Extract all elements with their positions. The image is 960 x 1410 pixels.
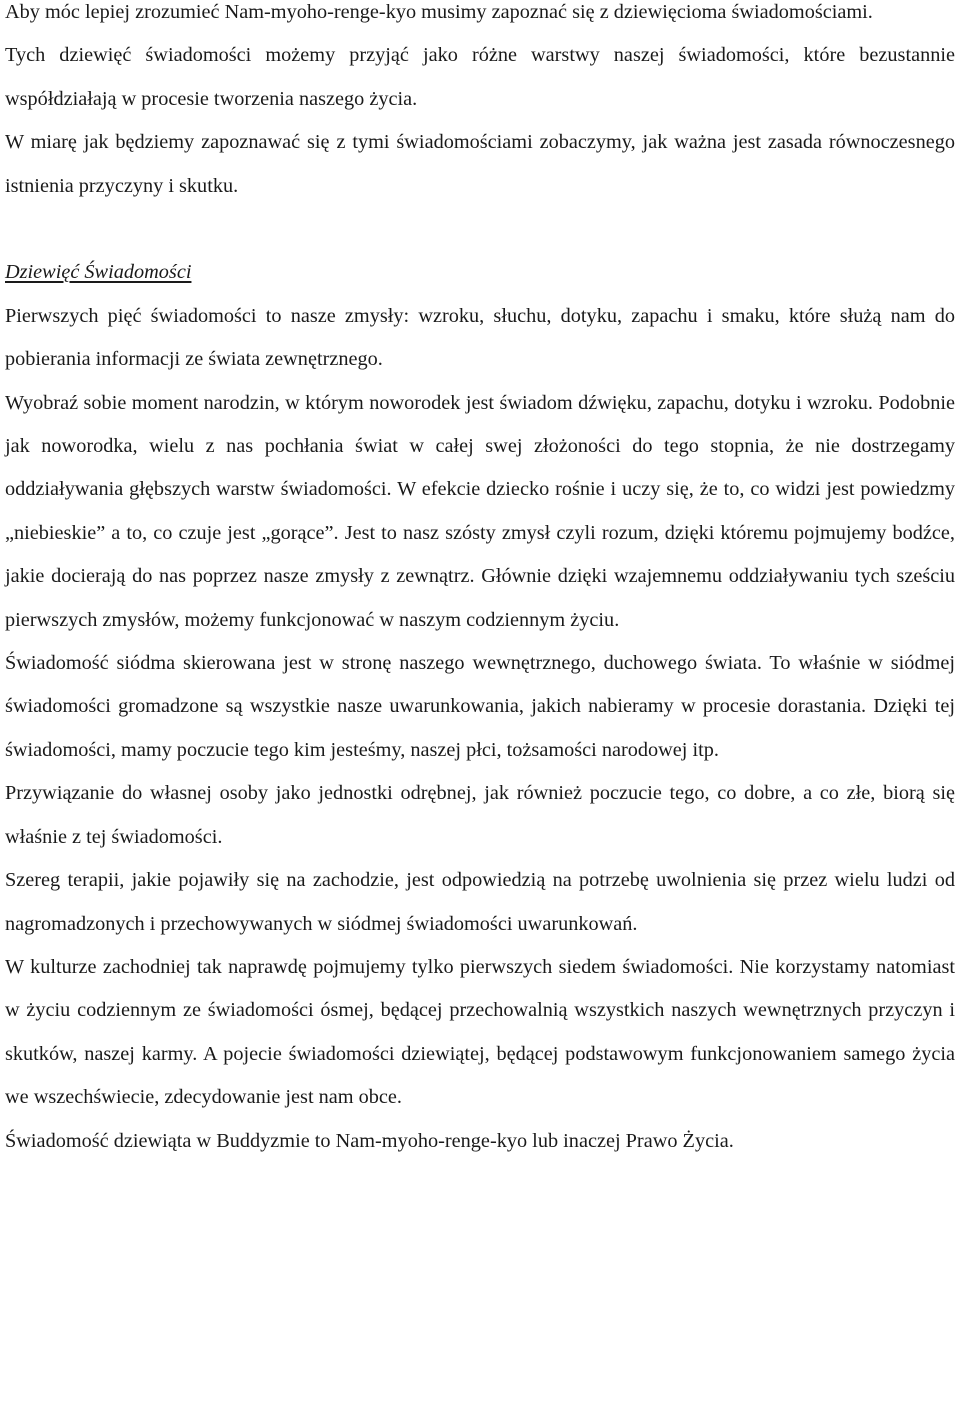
intro-paragraph-1: Aby móc lepiej zrozumieć Nam-myoho-renge-kyo musimy zapoznać się z dziewięcioma świadomościami. bbox=[5, 1, 873, 23]
intro-paragraph-3: W miarę jak będziemy zapoznawać się z tymi świadomościami zobaczymy, jak ważna jest zasada równoczesnego istnienia przyczyny i skutku. bbox=[5, 131, 955, 197]
body-paragraph-western-culture: W kulturze zachodniej tak naprawdę pojmujemy tylko pierwszych siedem świadomości. Nie korzystamy natomiast w życiu codziennym ze świadomości ósmej, będącej przechowalnią wszystkich naszych wewnętrznych przyczyn i skutków, naszej karmy. A pojecie świadomości dziewiątej, będącej podstawowym funkcjonowaniem samego życia we wszechświecie, zdecydowanie jest nam obce. bbox=[5, 955, 955, 1109]
body-paragraph-senses: Pierwszych pięć świadomości to nasze zmysły: wzroku, słuchu, dotyku, zapachu i smaku, które służą nam do pobierania informacji ze świata zewnętrznego. bbox=[5, 304, 955, 371]
body-paragraph-newborn: Wyobraź sobie moment narodzin, w którym noworodek jest świadom dźwięku, zapachu, dotyku i wzroku. Podobnie jak noworodka, wielu z nas pochłania świat w całej swej złożoności do tego stopnia, że nie dostrzegamy oddziaływania głębszych warstw świadomości. W efekcie dziecko rośnie i uczy się, że to, co widzi jest powiedzmy „niebieskie” a to, co czuje jest „gorące”. Jest to nasz szósty zmysł czyli rozum, dzięki któremu pojmujemy bodźce, jakie docierają do nas poprzez nasze zmysły z zewnątrz. Głównie dzięki wzajemnemu oddziaływaniu tych sześciu pierwszych zmysłów, możemy funkcjonować w naszym codziennym życiu. bbox=[5, 391, 955, 631]
body-paragraph-ninth: Świadomość dziewiąta w Buddyzmie to Nam-myoho-renge-kyo lub inaczej Prawo Życia. bbox=[5, 1129, 734, 1152]
section-heading: Dziewięć Świadomości bbox=[5, 261, 192, 284]
body-paragraph-seventh: Świadomość siódma skierowana jest w stronę naszego wewnętrznego, duchowego świata. To właśnie w siódmej świadomości gromadzone są wszystkie nasze uwarunkowania, jakich nabieramy w procesie dorastania. Dzięki tej świadomości, mamy poczucie tego kim jesteśmy, naszej płci, tożsamości narodowej itp. bbox=[5, 652, 955, 761]
body-paragraph-attachment: Przywiązanie do własnej osoby jako jednostki odrębnej, jak również poczucie tego, co dobre, a co złe, biorą się właśnie z tej świadomości. bbox=[5, 782, 955, 848]
body-paragraph-therapies: Szereg terapii, jakie pojawiły się na zachodzie, jest odpowiedzią na potrzebę uwolnienia się przez wielu ludzi od nagromadzonych i przechowywanych w siódmej świadomości uwarunkowań. bbox=[5, 869, 955, 935]
intro-paragraph-2: Tych dziewięć świadomości możemy przyjąć jako różne warstwy naszej świadomości, które bezustannie współdziałają w procesie tworzenia naszego życia. bbox=[5, 44, 955, 110]
